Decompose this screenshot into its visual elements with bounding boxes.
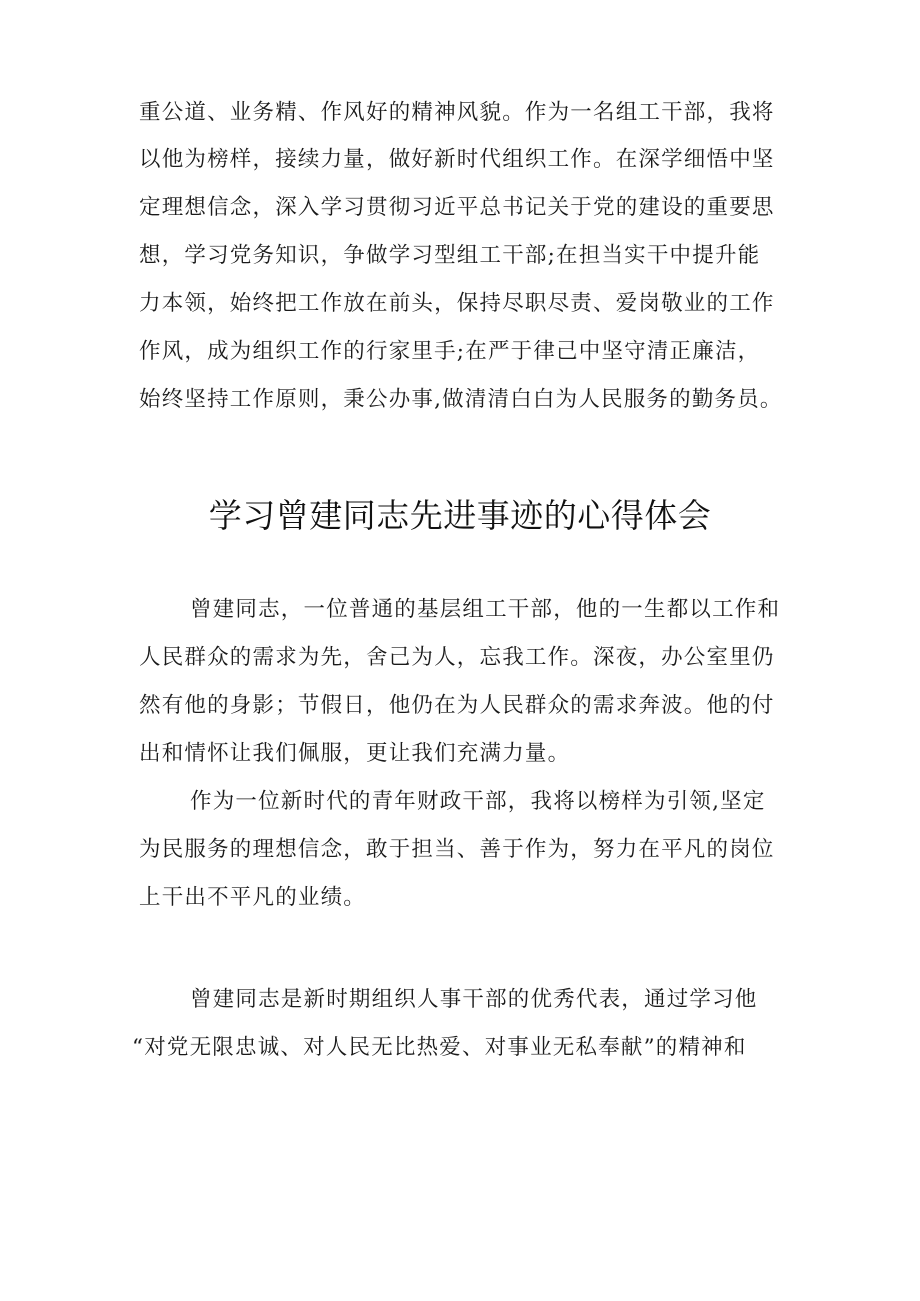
paragraph-line: 人民群众的需求为先，舍己为人，忘我工作。深夜，办公室里仍 [139,645,775,670]
paragraph-line: “对党无限忠诚、对人民无比热爱、对事业无私奉献”的精神和 [132,1035,747,1060]
paragraph-line: 出和情怀让我们佩服，更让我们充满力量。 [139,741,571,766]
paragraph-line: 曾建同志是新时期组织人事干部的优秀代表，通过学习他 [190,987,758,1012]
paragraph-line: 上干出不平凡的业绩。 [139,885,367,910]
paragraph-line: 以他为榜样，接续力量，做好新时代组织工作。在深学细悟中坚 [139,147,775,172]
paragraph-line: 曾建同志，一位普通的基层组工干部，他的一生都以工作和 [190,597,781,622]
paragraph-line: 想，学习党务知识，争做学习型组工干部;在担当实干中提升能 [139,243,761,268]
paragraph-line: 力本领，始终把工作放在前头，保持尽职尽责、爱岗敬业的工作 [139,291,775,316]
paragraph-line: 作风，成为组织工作的行家里手;在严于律己中坚守清正廉洁， [139,339,761,364]
section-title: 学习曾建同志先进事迹的心得体会 [208,496,712,535]
paragraph-line: 为民服务的理想信念，敢于担当、善于作为，努力在平凡的岗位 [139,837,775,862]
paragraph-line: 定理想信念，深入学习贯彻习近平总书记关于党的建设的重要思 [139,195,775,220]
paragraph-line: 作为一位新时代的青年财政干部，我将以榜样为引领,坚定 [190,789,766,814]
paragraph-line: 重公道、业务精、作风好的精神风貌。作为一名组工干部，我将 [139,100,775,125]
paragraph-line: 然有他的身影；节假日，他仍在为人民群众的需求奔波。他的付 [139,693,775,718]
paragraph-line: 始终坚持工作原则，秉公办事,做清清白白为人民服务的勤务员。 [139,387,783,412]
